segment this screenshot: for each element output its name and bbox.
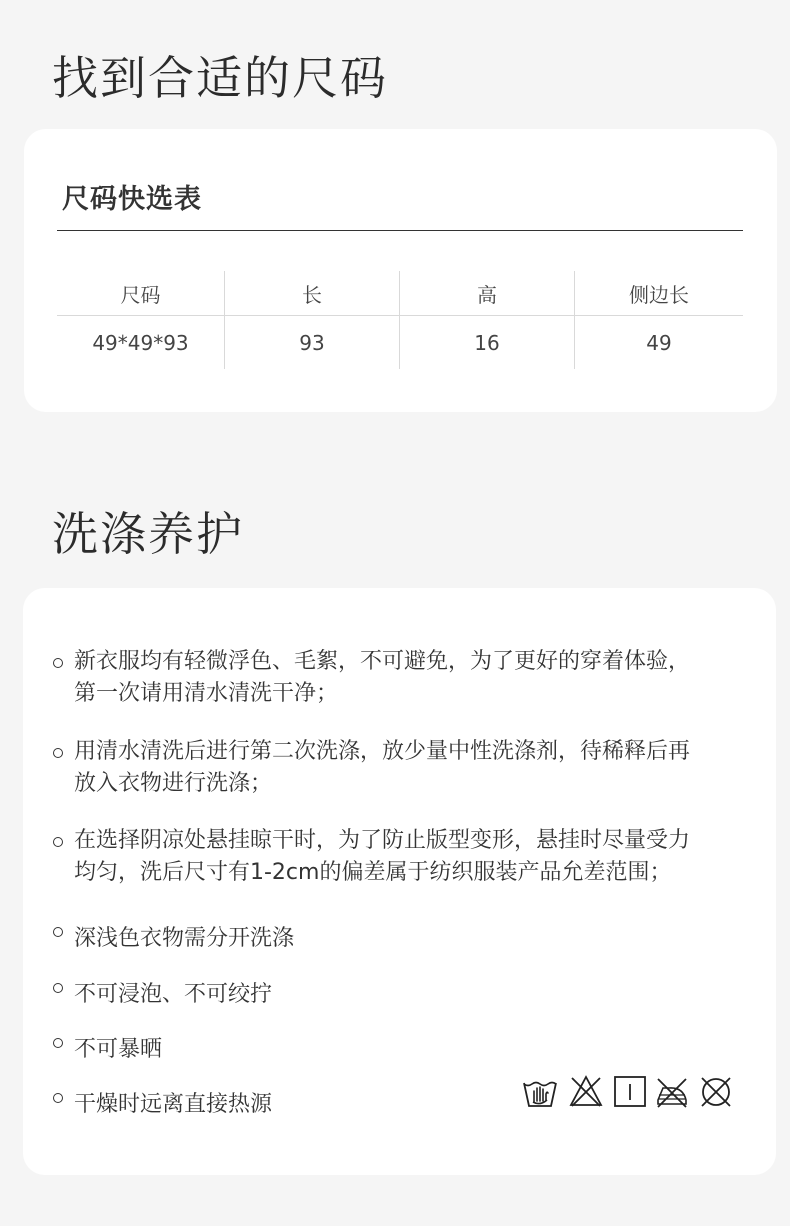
care-text-line: 第一次请用清水清洗干净；	[74, 681, 339, 706]
bullet-icon	[53, 1038, 63, 1048]
no-tumble-dry-icon	[655, 1075, 689, 1109]
size-section-title: 找到合适的尺码	[52, 51, 388, 105]
bullet-icon	[53, 1093, 63, 1103]
table-header-row	[57, 271, 743, 316]
no-dry-clean-icon	[699, 1075, 733, 1109]
table-cell-size: 49*49*93	[92, 330, 189, 355]
care-text-line: 干燥时远离直接热源	[74, 1092, 273, 1117]
bullet-icon	[53, 837, 63, 847]
table-row	[57, 316, 743, 370]
care-text-line: 不可暴晒	[74, 1037, 163, 1062]
table-cell-side-length: 49	[575, 316, 744, 370]
column-header-side-length: 侧边长	[575, 271, 744, 316]
bullet-icon	[53, 927, 63, 937]
size-chart-title: 尺码快选表	[62, 184, 202, 215]
care-text-line: 均匀，洗后尺寸有1-2cm的偏差属于纺织服装产品允差范围；	[74, 860, 672, 885]
no-bleach-icon	[569, 1075, 603, 1109]
column-header-height: 高	[400, 271, 575, 316]
bullet-icon	[53, 748, 63, 758]
line-dry-icon	[613, 1075, 647, 1109]
size-table	[57, 271, 743, 369]
column-header-size: 尺码	[57, 271, 225, 316]
care-text-line: 用清水清洗后进行第二次洗涤，放少量中性洗涤剂，待稀释后再	[74, 739, 691, 764]
table-cell-height: 16	[400, 316, 575, 370]
hand-wash-icon	[522, 1075, 558, 1111]
care-text-line: 放入衣物进行洗涤；	[74, 771, 273, 796]
care-text-line: 在选择阴凉处悬挂晾干时，为了防止版型变形，悬挂时尽量受力	[74, 828, 691, 853]
care-text-line: 深浅色衣物需分开洗涤	[74, 926, 295, 951]
column-header-length: 长	[225, 271, 400, 316]
care-section-title: 洗涤养护	[52, 507, 244, 561]
divider	[57, 230, 743, 231]
care-text-line: 新衣服均有轻微浮色、毛絮，不可避免，为了更好的穿着体验，	[74, 649, 691, 674]
bullet-icon	[53, 658, 63, 668]
size-chart-card	[24, 129, 777, 412]
table-cell-length: 93	[225, 316, 400, 370]
bullet-icon	[53, 983, 63, 993]
care-text-line: 不可浸泡、不可绞拧	[74, 982, 273, 1007]
care-card	[23, 588, 776, 1175]
